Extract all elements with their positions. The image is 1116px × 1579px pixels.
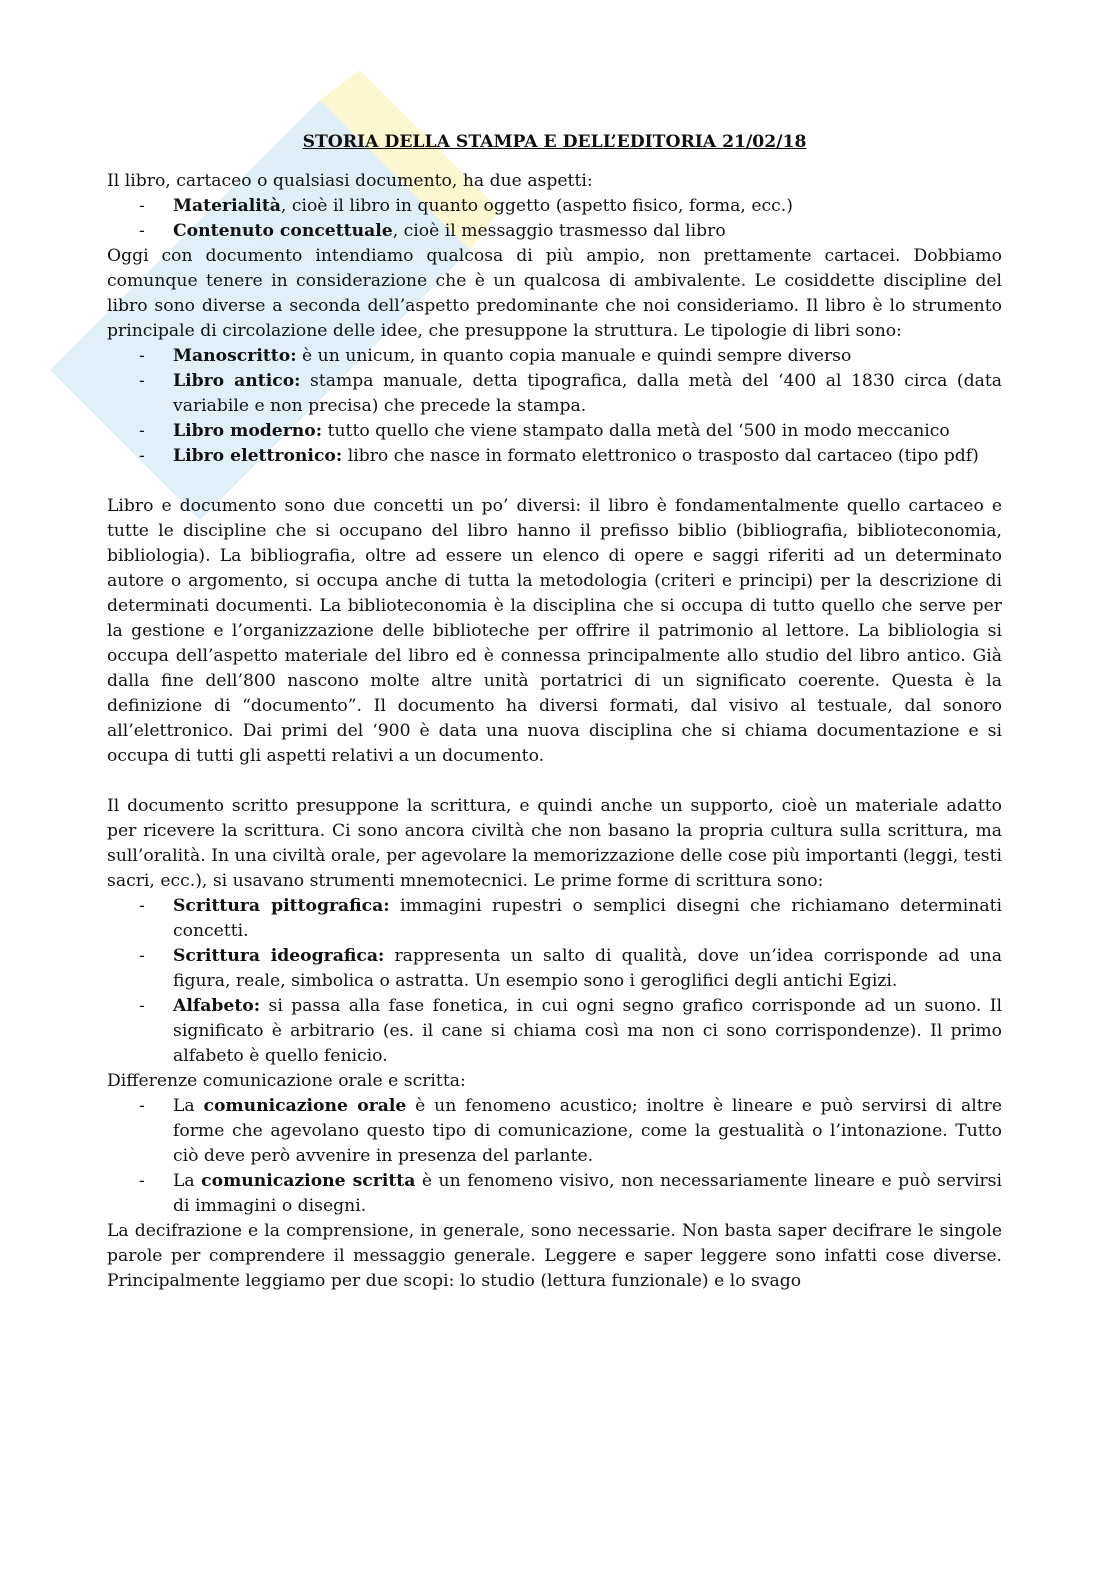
dash-bullet: - <box>139 1171 145 1191</box>
document-paragraph: Oggi con documento intendiamo qualcosa di più ampio, non prettamente cartacei. Dobbiamo comunque tenere in considerazione che è un qualcosa di ambivalente. Le cosiddette discipline del libro sono diverse a seconda dell’aspetto predominante che noi consideriamo. Il libro è lo strumento principale di circolazione delle idee, che presuppone la struttura. Le tipologie di libri sono: <box>107 246 1002 341</box>
reading-paragraph: La decifrazione e la comprensione, in generale, sono necessarie. Non basta saper decifrare le singole parole per comprendere il messaggio generale. Leggere e saper leggere sono infatti cose diverse. Principalmente leggiamo per due scopi: lo studio (lettura funzionale) e lo svago <box>107 1221 1002 1291</box>
list-item <box>107 344 1002 369</box>
list-item <box>107 369 1002 419</box>
dash-bullet: - <box>139 421 145 441</box>
dash-bullet: - <box>139 346 145 366</box>
term: Materialità <box>173 196 281 216</box>
definition: si passa alla fase fonetica, in cui ogni segno grafico corrisponde ad un suono. Il significato è arbitrario (es. il cane si chiama così ma non ci sono corrispondenze). Il primo alfabeto è quello fenicio. <box>173 996 1002 1066</box>
definition: rappresenta un salto di qualità, dove un’idea corrisponde ad una figura, reale, simbolica o astratta. Un esempio sono i geroglifici degli antichi Egizi. <box>173 946 1002 991</box>
term: Manoscritto: <box>173 346 297 366</box>
term: comunicazione orale <box>203 1096 407 1116</box>
term: Scrittura pittografica: <box>173 896 390 916</box>
term: Alfabeto: <box>173 996 261 1016</box>
dash-bullet: - <box>139 896 145 916</box>
dash-bullet: - <box>139 446 145 466</box>
paragraph-gap <box>107 469 1002 494</box>
list-item <box>107 1169 1002 1219</box>
dash-bullet: - <box>139 371 145 391</box>
book-types-list <box>107 344 1002 469</box>
communication-list <box>107 1094 1002 1219</box>
list-item <box>107 994 1002 1069</box>
definition: , cioè il messaggio trasmesso dal libro <box>392 221 726 241</box>
dash-bullet: - <box>139 996 145 1016</box>
biblio-paragraph: Libro e documento sono due concetti un po’ diversi: il libro è fondamentalmente quello cartaceo e tutte le discipline che si occupano del libro hanno il prefisso biblio (bibliografia, biblioteconomia, bibliologia). La bibliografia, oltre ad essere un elenco di opere e saggi riferiti ad un determinato autore o argomento, si occupa anche di tutta la metodologia (criteri e principi) per la descrizione di determinati documenti. La biblioteconomia è la disciplina che si occupa di tutto quello che serve per la gestione e l’organizzazione delle biblioteche per offrire il patrimonio al lettore. La bibliologia si occupa dell’aspetto materiale del libro ed è connessa principalmente allo studio del libro antico. Già dalla fine dell’800 nascono molte altre unità portatrici di un significato coerente. Questa è la definizione di “documento”. Il documento ha diversi formati, dal visivo al testuale, dal sonoro all’elettronico. Dai primi del ‘900 è data una nuova disciplina che si chiama documentazione e si occupa di tutti gli aspetti relativi a un documento. <box>107 496 1002 766</box>
prefix: La <box>173 1096 204 1116</box>
list-item <box>107 1094 1002 1169</box>
definition: è un fenomeno acustico; inoltre è lineare e può servirsi di altre forme che agevolano questo tipo di comunicazione, come la gestualità o l’intonazione. Tutto ciò deve però avvenire in presenza del parlante. <box>173 1096 1003 1166</box>
term: Libro moderno: <box>173 421 323 441</box>
definition: , cioè il libro in quanto oggetto (aspetto fisico, forma, ecc.) <box>280 196 793 216</box>
dash-bullet: - <box>139 946 145 966</box>
intro-paragraph: Il libro, cartaceo o qualsiasi documento, ha due aspetti: <box>107 171 593 191</box>
definition: è un unicum, in quanto copia manuale e quindi sempre diverso <box>296 346 852 366</box>
dash-bullet: - <box>139 1096 145 1116</box>
paragraph-gap <box>107 769 1002 794</box>
list-item <box>107 194 1002 219</box>
dash-bullet: - <box>139 221 145 241</box>
document-title: STORIA DELLA STAMPA E DELL’EDITORIA 21/02/18 <box>302 132 807 152</box>
prefix: La <box>173 1171 202 1191</box>
aspects-list <box>107 194 1002 244</box>
list-item <box>107 944 1002 994</box>
list-item <box>107 444 1002 469</box>
definition: libro che nasce in formato elettronico o trasposto dal cartaceo (tipo pdf) <box>342 446 979 466</box>
dash-bullet: - <box>139 196 145 216</box>
term: Libro antico: <box>173 371 301 391</box>
document-page <box>107 130 1002 1294</box>
term: Scrittura ideografica: <box>173 946 385 966</box>
list-item <box>107 219 1002 244</box>
differences-heading: Differenze comunicazione orale e scritta: <box>107 1071 466 1091</box>
list-item <box>107 419 1002 444</box>
term: Libro elettronico: <box>173 446 343 466</box>
writing-paragraph: Il documento scritto presuppone la scrittura, e quindi anche un supporto, cioè un materiale adatto per ricevere la scrittura. Ci sono ancora civiltà che non basano la propria cultura sulla scrittura, ma sull’oralità. In una civiltà orale, per agevolare la memorizzazione delle cose più importanti (leggi, testi sacri, ecc.), si usavano strumenti mnemotecnici. Le prime forme di scrittura sono: <box>107 796 1003 891</box>
writing-forms-list <box>107 894 1002 1069</box>
definition: è un fenomeno visivo, non necessariamente lineare e può servirsi di immagini o disegni. <box>173 1171 1003 1216</box>
definition: immagini rupestri o semplici disegni che richiamano determinati concetti. <box>173 896 1003 941</box>
list-item <box>107 894 1002 944</box>
definition: stampa manuale, detta tipografica, dalla metà del ‘400 al 1830 circa (data variabile e non precisa) che precede la stampa. <box>173 371 1002 416</box>
definition: tutto quello che viene stampato dalla metà del ‘500 in modo meccanico <box>322 421 950 441</box>
term: Contenuto concettuale <box>173 221 393 241</box>
term: comunicazione scritta <box>201 1171 416 1191</box>
